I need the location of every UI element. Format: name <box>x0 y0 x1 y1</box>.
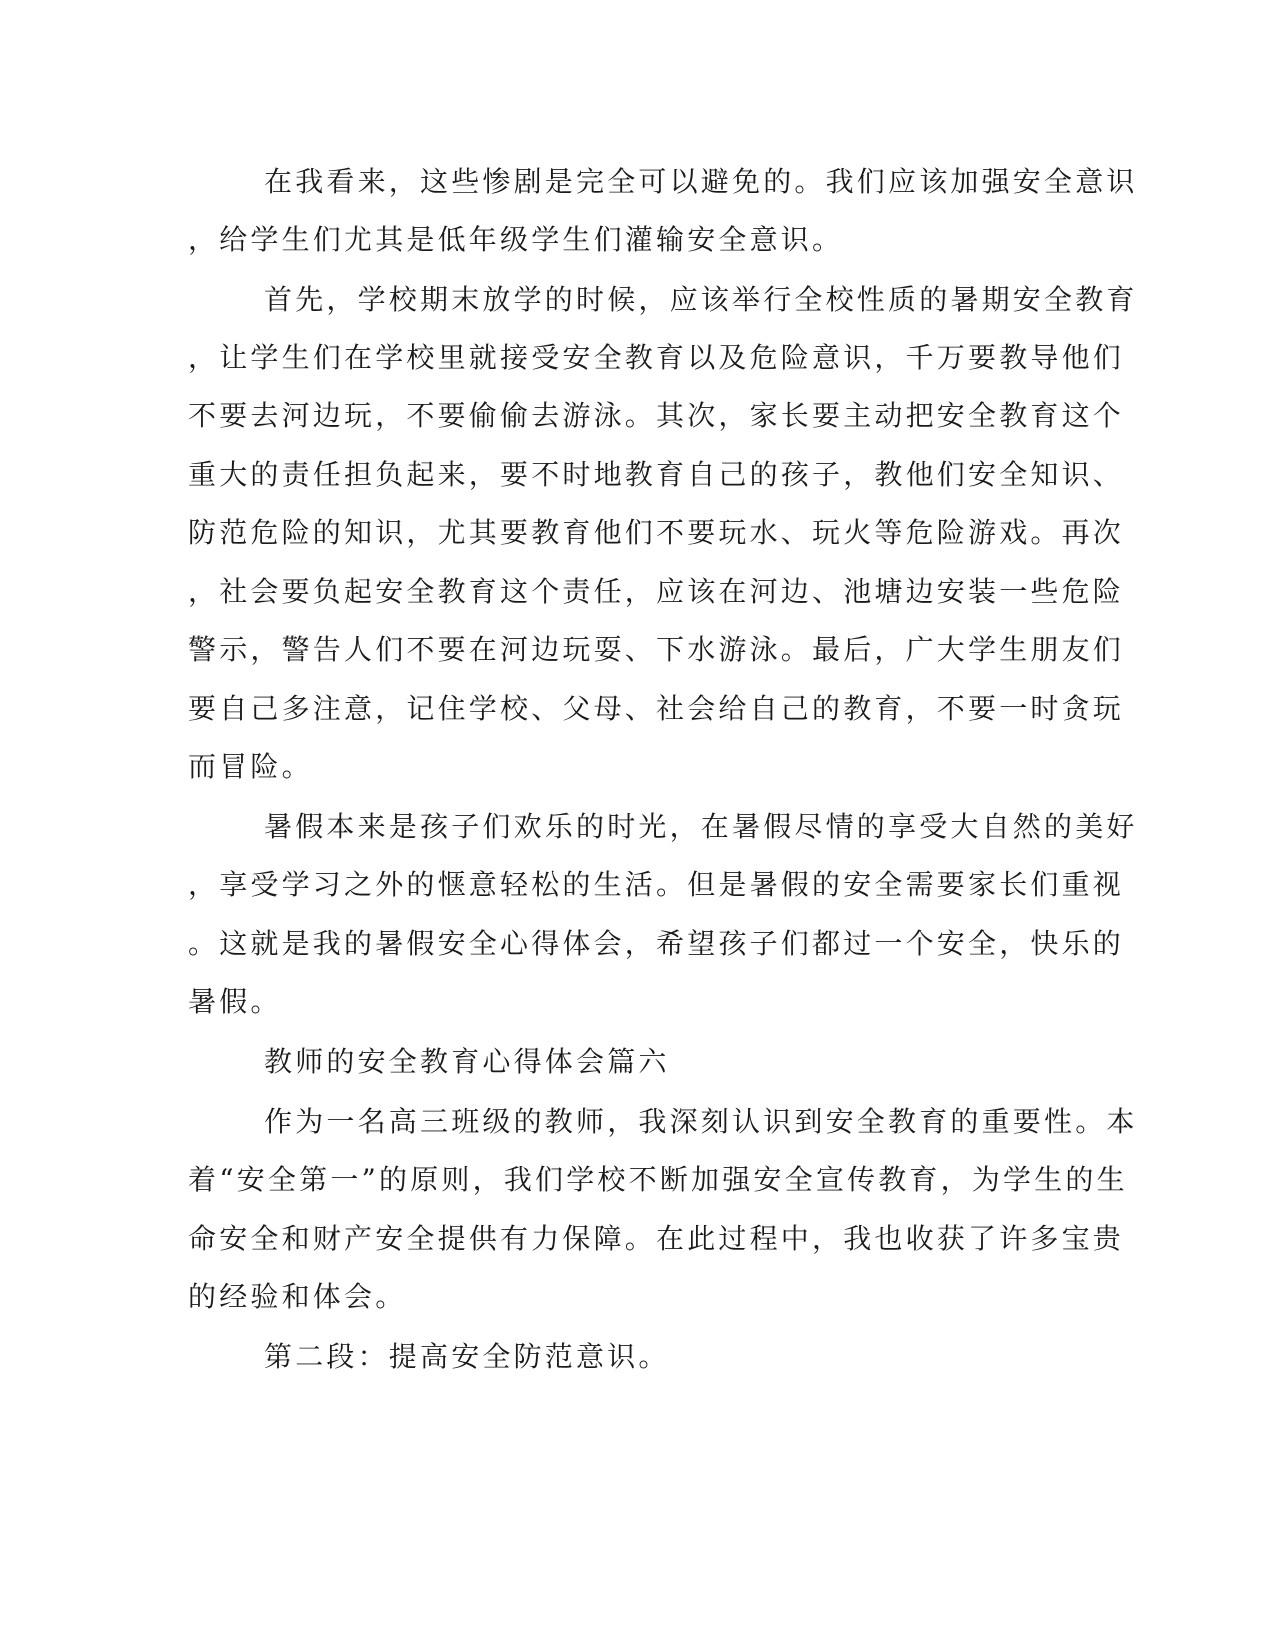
text-line: ，给学生们尤其是低年级学生们灌输安全意识。 <box>188 223 844 256</box>
text-line: 要自己多注意，记住学校、父母、社会给自己的教育，不要一时贪玩 <box>188 692 1125 725</box>
text-line: 作为一名高三班级的教师，我深刻认识到安全教育的重要性。本 <box>264 1105 1138 1138</box>
text-line: 首先，学校期末放学的时候，应该举行全校性质的暑期安全教育 <box>264 283 1138 316</box>
text-line: 暑假。 <box>188 985 282 1018</box>
text-line: 重大的责任担负起来，要不时地教育自己的孩子，教他们安全知识、 <box>188 458 1125 491</box>
text-line: ，社会要负起安全教育这个责任，应该在河边、池塘边安装一些危险 <box>188 575 1125 608</box>
text-line: 着“安全第一”的原则，我们学校不断加强安全宣传教育，为学生的生 <box>188 1163 1128 1196</box>
text-line: 命安全和财产安全提供有力保障。在此过程中，我也收获了许多宝贵 <box>188 1222 1125 1255</box>
text-line: 不要去河边玩，不要偷偷去游泳。其次，家长要主动把安全教育这个 <box>188 399 1125 432</box>
text-line: 防范危险的知识，尤其要教育他们不要玩水、玩火等危险游戏。再次 <box>188 516 1125 549</box>
text-line: 暑假本来是孩子们欢乐的时光，在暑假尽情的享受大自然的美好 <box>264 810 1138 843</box>
text-line: 在我看来，这些惨剧是完全可以避免的。我们应该加强安全意识 <box>264 165 1138 198</box>
paragraph-heading: 第二段：提高安全防范意识。 <box>264 1340 670 1373</box>
text-line: ，让学生们在学校里就接受安全教育以及危险意识，千万要教导他们 <box>188 341 1125 374</box>
text-line: 而冒险。 <box>188 750 313 783</box>
text-line: 。这就是我的暑假安全心得体会，希望孩子们都过一个安全，快乐的 <box>188 927 1125 960</box>
text-line: 警示，警告人们不要在河边玩耍、下水游泳。最后，广大学生朋友们 <box>188 633 1125 666</box>
text-line: ，享受学习之外的惬意轻松的生活。但是暑假的安全需要家长们重视 <box>188 868 1125 901</box>
text-line: 的经验和体会。 <box>188 1280 407 1313</box>
section-heading: 教师的安全教育心得体会篇六 <box>264 1045 670 1078</box>
